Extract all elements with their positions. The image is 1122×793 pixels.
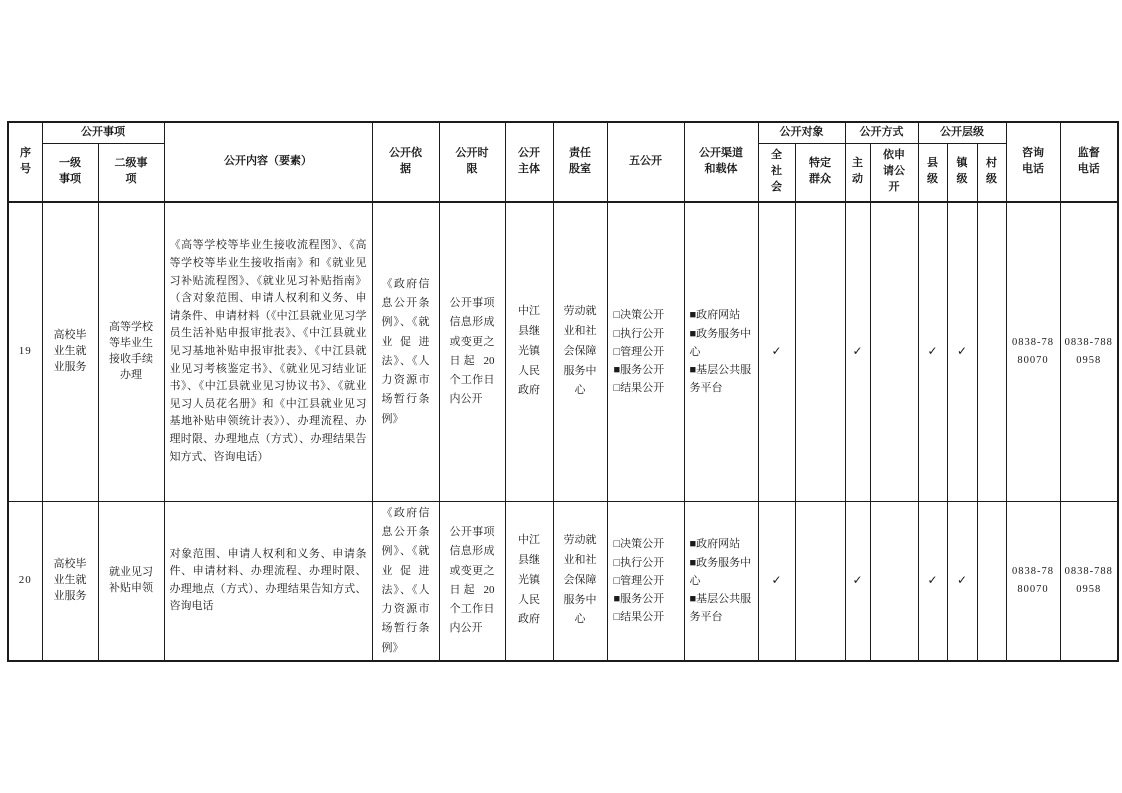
five-open-option: □管理公开 [613, 345, 665, 358]
check-target-all: ✓ [758, 202, 795, 501]
channel-item: ■政府网站 [689, 309, 741, 322]
channel-item: ■政务服务中心 [689, 556, 752, 587]
channel-item: ■政务服务中心 [689, 327, 752, 358]
check-method-on-request [870, 501, 918, 661]
five-open-option: ■服务公开 [613, 363, 665, 376]
check-level-village [977, 202, 1006, 501]
check-target-specific [795, 501, 845, 661]
five-open-option: □执行公开 [613, 556, 665, 569]
header-subject: 公开主体 [505, 122, 553, 202]
header-channels: 公开渠道和载体 [684, 122, 758, 202]
header-department: 责任股室 [553, 122, 607, 202]
consult-phone: 0838-7880070 [1006, 501, 1060, 661]
supervise-phone: 0838-7880958 [1060, 501, 1118, 661]
header-method-group: 公开方式 [845, 122, 918, 143]
header-level-village: 村级 [977, 143, 1006, 202]
supervise-phone: 0838-7880958 [1060, 202, 1118, 501]
check-method-active: ✓ [845, 202, 870, 501]
responsible-department: 劳动就业和社会保障服务中心 [553, 202, 607, 501]
disclosure-content: 《高等学校等毕业生接收流程图》、《高等学校等毕业生接收指南》和《就业见习补贴流程图》、《就业见习补贴指南》（含对象范围、申请人权利和义务、申请条件、申请材料（《中江县就业见习学员生活补贴申报审批表》、《中江县就业见习基地补贴申报审批表》、《中江县就业见习考核鉴定书》、《就业见习结业证书》、《中江县就业见习协议书》、《就业见习人员花名册》和《中江县就业见习基地补贴申领统计表》）、办理流程、办理时限、办理地点（方式）、办理结果告知方式、咨询电话） [164, 202, 372, 501]
header-content: 公开内容（要素） [164, 122, 372, 202]
header-target-all: 全社会 [758, 143, 795, 202]
five-open-option: □决策公开 [613, 309, 665, 322]
header-level2-item: 二级事项 [98, 143, 164, 202]
disclosure-subject: 中江县继光镇人民政府 [505, 501, 553, 661]
header-target-group: 公开对象 [758, 122, 845, 143]
channel-item: ■基层公共服务平台 [689, 363, 752, 394]
five-open-option: □决策公开 [613, 538, 665, 551]
header-method-active: 主动 [845, 143, 870, 202]
header-basis: 公开依据 [372, 122, 439, 202]
check-method-active: ✓ [845, 501, 870, 661]
level2-item: 高等学校等毕业生接收手续办理 [98, 202, 164, 501]
channels-cell [684, 501, 758, 661]
channels-cell [684, 202, 758, 501]
channel-item: ■政府网站 [689, 538, 741, 551]
five-open-option: □管理公开 [613, 574, 665, 587]
disclosure-time-limit: 公开事项信息形成或变更之日起 20 个工作日内公开 [439, 501, 505, 661]
level1-item: 高校毕业生就业服务 [42, 501, 98, 661]
header-level1-item: 一级事项 [42, 143, 98, 202]
serial-no: 20 [8, 501, 42, 661]
five-open-cell [607, 202, 684, 501]
header-consult-phone: 咨询电话 [1006, 122, 1060, 202]
table-row-20 [8, 501, 1118, 661]
header-target-specific: 特定群众 [795, 143, 845, 202]
disclosure-time-limit: 公开事项信息形成或变更之日起 20 个工作日内公开 [439, 202, 505, 501]
header-serial-no: 序号 [8, 122, 42, 202]
responsible-department: 劳动就业和社会保障服务中心 [553, 501, 607, 661]
check-level-county: ✓ [918, 202, 947, 501]
serial-no: 19 [8, 202, 42, 501]
header-supervise-phone: 监督电话 [1060, 122, 1118, 202]
check-level-village [977, 501, 1006, 661]
header-disclosure-items-group: 公开事项 [42, 122, 164, 143]
level1-item: 高校毕业生就业服务 [42, 202, 98, 501]
check-level-town: ✓ [947, 501, 977, 661]
check-target-specific [795, 202, 845, 501]
disclosure-basis: 《政府信息公开条例》、《就业促进法》、《人力资源市场暂行条例》 [372, 501, 439, 661]
table-row-19 [8, 202, 1118, 501]
check-level-county: ✓ [918, 501, 947, 661]
header-method-on-request: 依申请公开 [870, 143, 918, 202]
disclosure-content: 对象范围、申请人权利和义务、申请条件、申请材料、办理流程、办理时限、办理地点（方式）、办理结果告知方式、咨询电话 [164, 501, 372, 661]
header-level-group: 公开层级 [918, 122, 1006, 143]
level2-item: 就业见习补贴申领 [98, 501, 164, 661]
header-level-town: 镇级 [947, 143, 977, 202]
public-disclosure-table [7, 121, 1119, 662]
channel-item: ■基层公共服务平台 [689, 592, 752, 623]
header-five-open: 五公开 [607, 122, 684, 202]
header-time-limit: 公开时限 [439, 122, 505, 202]
disclosure-basis: 《政府信息公开条例》、《就业促进法》、《人力资源市场暂行条例》 [372, 202, 439, 501]
header-level-county: 县级 [918, 143, 947, 202]
check-method-on-request [870, 202, 918, 501]
check-target-all: ✓ [758, 501, 795, 661]
five-open-option: □结果公开 [613, 381, 665, 394]
check-level-town: ✓ [947, 202, 977, 501]
disclosure-subject: 中江县继光镇人民政府 [505, 202, 553, 501]
five-open-cell [607, 501, 684, 661]
five-open-option: □结果公开 [613, 610, 665, 623]
five-open-option: □执行公开 [613, 327, 665, 340]
consult-phone: 0838-7880070 [1006, 202, 1060, 501]
five-open-option: ■服务公开 [613, 592, 665, 605]
